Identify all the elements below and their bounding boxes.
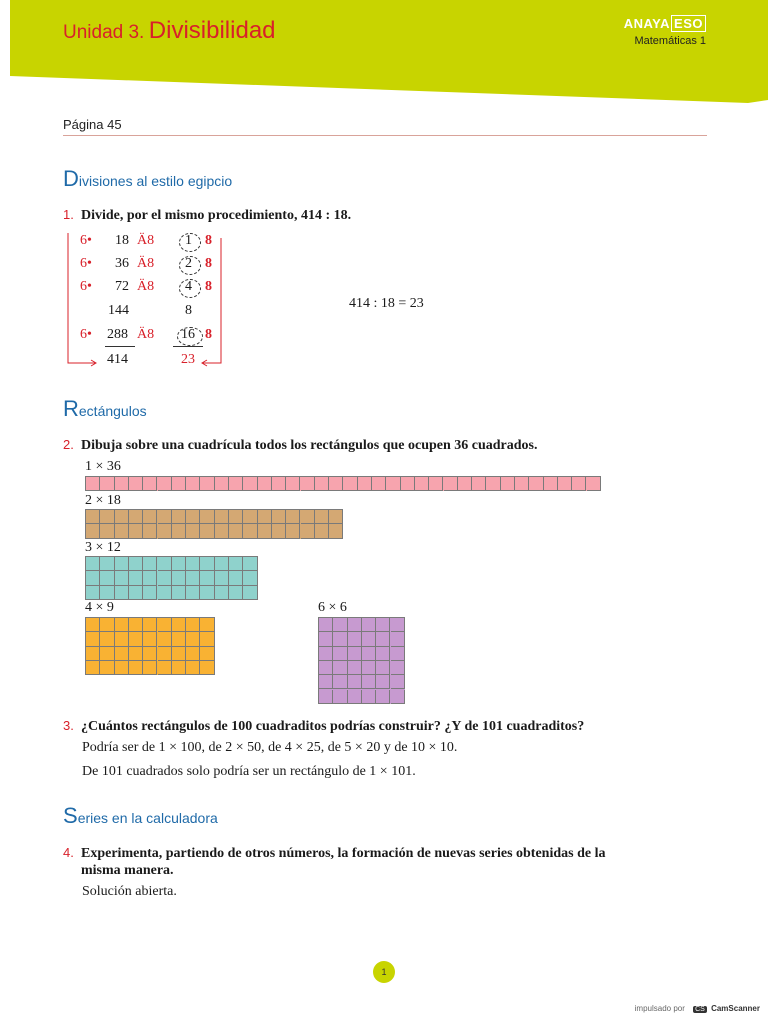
- grid-cell: [587, 477, 601, 491]
- row-left-value: 72: [115, 279, 129, 294]
- grid-cell: [501, 477, 515, 491]
- grid-cell: [115, 510, 129, 524]
- grid-cell: [333, 675, 347, 689]
- grid-cell: [362, 618, 376, 632]
- logo-anaya-text: ANAYA: [623, 16, 671, 31]
- grid-cell: [172, 510, 186, 524]
- question-text-line-1: Experimenta, partiendo de otros números, la formación de nuevas series obtenidas de la: [81, 846, 606, 861]
- grid-cell: [158, 661, 172, 675]
- grid-cell: [100, 618, 114, 632]
- grid-cell: [143, 571, 157, 585]
- grid-cell: [143, 477, 157, 491]
- grid-cell: [158, 586, 172, 600]
- book-subtitle: Matemáticas 1: [634, 35, 706, 47]
- row-tick: 8: [205, 233, 212, 248]
- publisher-brand: [624, 15, 706, 47]
- sum-underline: [173, 346, 203, 347]
- grid-cell: [376, 675, 390, 689]
- grid-cell: [86, 510, 100, 524]
- unit-title: [63, 17, 276, 45]
- grid-cell: [115, 571, 129, 585]
- grid-cell: [143, 632, 157, 646]
- question-text: ¿Cuántos rectángulos de 100 cuadraditos podrías construir? ¿Y de 101 cuadraditos?: [81, 719, 585, 734]
- grid-cell: [172, 632, 186, 646]
- grid-cell: [319, 675, 333, 689]
- grid-cell: [362, 632, 376, 646]
- grid-cell: [143, 647, 157, 661]
- grid-cell: [348, 618, 362, 632]
- grid-cell: [158, 571, 172, 585]
- section-rest: eries en la calculadora: [77, 810, 218, 826]
- grid-cell: [143, 557, 157, 571]
- grid-cell: [172, 571, 186, 585]
- grid-cell: [376, 690, 390, 704]
- grid-cell: [143, 510, 157, 524]
- grid-cell: [333, 632, 347, 646]
- question-number: 4.: [63, 845, 74, 860]
- row-tick: 8: [205, 279, 212, 294]
- grid-4x9: [85, 617, 215, 675]
- grid-cell: [115, 618, 129, 632]
- rect-label-3x12: 3 × 12: [85, 540, 121, 555]
- grid-cell: [115, 647, 129, 661]
- grid-cell: [376, 647, 390, 661]
- grid-cell: [229, 571, 243, 585]
- grid-cell: [172, 647, 186, 661]
- grid-cell: [415, 477, 429, 491]
- circled-mark: [179, 279, 201, 298]
- grid-cell: [401, 477, 415, 491]
- question-2: [63, 436, 703, 454]
- row-right-value: 2: [185, 256, 192, 271]
- grid-cell: [186, 477, 200, 491]
- grid-cell: [143, 524, 157, 538]
- grid-cell: [100, 510, 114, 524]
- grid-cell: [529, 477, 543, 491]
- grid-cell: [86, 586, 100, 600]
- grid-cell: [348, 661, 362, 675]
- grid-cell: [458, 477, 472, 491]
- section-cap: D: [63, 166, 79, 191]
- total-right: 23: [181, 352, 195, 367]
- grid-cell: [391, 618, 405, 632]
- answer-3-line-1: Podría ser de 1 × 100, de 2 × 50, de 4 × 25, de 5 × 20 y de 10 × 10.: [82, 740, 458, 755]
- grid-cell: [215, 571, 229, 585]
- grid-cell: [258, 524, 272, 538]
- grid-cell: [229, 557, 243, 571]
- grid-cell: [215, 586, 229, 600]
- row-tick: 8: [205, 256, 212, 271]
- grid-cell: [472, 477, 486, 491]
- grid-cell: [215, 524, 229, 538]
- grid-cell: [376, 632, 390, 646]
- row-right-value: 1: [185, 233, 192, 248]
- egyptian-division-table: [65, 230, 235, 370]
- grid-cell: [129, 618, 143, 632]
- grid-cell: [186, 618, 200, 632]
- grid-cell: [158, 477, 172, 491]
- grid-cell: [243, 477, 257, 491]
- grid-cell: [100, 647, 114, 661]
- grid-cell: [186, 586, 200, 600]
- grid-cell: [391, 632, 405, 646]
- answer-3-line-2: De 101 cuadrados solo podría ser un rectángulo de 1 × 101.: [82, 764, 416, 779]
- grid-cell: [319, 690, 333, 704]
- grid-cell: [286, 477, 300, 491]
- grid-cell: [319, 661, 333, 675]
- row-tick: 8: [205, 327, 212, 342]
- grid-cell: [286, 524, 300, 538]
- grid-cell: [386, 477, 400, 491]
- section-cap: R: [63, 396, 79, 421]
- unit-prefix: Unidad 3.: [63, 22, 145, 43]
- grid-cell: [391, 661, 405, 675]
- grid-cell: [172, 524, 186, 538]
- grid-cell: [186, 510, 200, 524]
- grid-cell: [86, 477, 100, 491]
- grid-cell: [129, 477, 143, 491]
- grid-cell: [215, 557, 229, 571]
- grid-cell: [333, 647, 347, 661]
- grid-cell: [186, 632, 200, 646]
- grid-cell: [129, 571, 143, 585]
- circled-mark: [179, 256, 201, 275]
- grid-cell: [200, 632, 214, 646]
- grid-cell: [129, 510, 143, 524]
- row-code: Ä8: [137, 327, 155, 342]
- grid-cell: [186, 647, 200, 661]
- grid-cell: [158, 524, 172, 538]
- camscanner-name: CamScanner: [711, 1004, 760, 1013]
- row-left-value: 18: [115, 233, 129, 248]
- grid-2x18: [85, 509, 343, 539]
- section-title-rectangulos: [63, 396, 147, 422]
- grid-cell: [200, 477, 214, 491]
- grid-cell: [215, 477, 229, 491]
- rect-label-2x18: 2 × 18: [85, 493, 121, 508]
- question-number: 3.: [63, 718, 74, 733]
- grid-cell: [515, 477, 529, 491]
- grid-cell: [200, 510, 214, 524]
- question-text: Divide, por el mismo procedimiento, 414 : 18.: [81, 208, 352, 223]
- grid-cell: [348, 690, 362, 704]
- grid-cell: [200, 647, 214, 661]
- logo-eso-text: ESO: [671, 15, 706, 32]
- row-mark: 6•: [80, 233, 92, 248]
- grid-cell: [158, 510, 172, 524]
- grid-cell: [315, 510, 329, 524]
- grid-cell: [343, 477, 357, 491]
- section-rest: ectángulos: [78, 403, 147, 419]
- row-code: Ä8: [137, 233, 155, 248]
- grid-cell: [100, 524, 114, 538]
- row-mark: 6•: [80, 256, 92, 271]
- grid-cell: [129, 557, 143, 571]
- grid-cell: [129, 524, 143, 538]
- grid-cell: [100, 477, 114, 491]
- grid-cell: [319, 647, 333, 661]
- grid-cell: [376, 618, 390, 632]
- question-4: [63, 844, 703, 879]
- question-3: [63, 717, 703, 735]
- grid-cell: [362, 647, 376, 661]
- grid-cell: [348, 632, 362, 646]
- grid-cell: [558, 477, 572, 491]
- grid-cell: [115, 477, 129, 491]
- row-left-value: 288: [107, 327, 128, 342]
- grid-cell: [229, 510, 243, 524]
- grid-cell: [429, 477, 443, 491]
- camscanner-footer: [635, 1004, 760, 1013]
- total-left: 414: [107, 352, 128, 367]
- rect-label-6x6: 6 × 6: [318, 600, 347, 615]
- grid-cell: [243, 586, 257, 600]
- grid-cell: [391, 690, 405, 704]
- grid-cell: [362, 690, 376, 704]
- question-1: [63, 206, 663, 224]
- grid-cell: [315, 524, 329, 538]
- grid-6x6: [318, 617, 405, 704]
- division-result: 414 : 18 = 23: [349, 296, 424, 311]
- question-number: 1.: [63, 207, 74, 222]
- grid-cell: [100, 661, 114, 675]
- grid-cell: [172, 618, 186, 632]
- grid-cell: [372, 477, 386, 491]
- grid-cell: [129, 661, 143, 675]
- row-right-value: 4: [185, 279, 192, 294]
- question-text: Dibuja sobre una cuadrícula todos los rectángulos que ocupen 36 cuadrados.: [81, 438, 538, 453]
- grid-cell: [333, 690, 347, 704]
- grid-cell: [200, 618, 214, 632]
- page-divider: [63, 135, 707, 136]
- grid-cell: [200, 586, 214, 600]
- sum-underline: [105, 346, 135, 347]
- grid-cell: [272, 510, 286, 524]
- grid-cell: [286, 510, 300, 524]
- grid-cell: [115, 661, 129, 675]
- grid-cell: [319, 632, 333, 646]
- grid-cell: [301, 524, 315, 538]
- grid-cell: [200, 661, 214, 675]
- grid-cell: [333, 618, 347, 632]
- grid-cell: [319, 618, 333, 632]
- grid-cell: [229, 586, 243, 600]
- row-mark: 6•: [80, 279, 92, 294]
- section-title-egipcio: [63, 166, 232, 192]
- grid-cell: [200, 524, 214, 538]
- grid-cell: [301, 510, 315, 524]
- grid-cell: [129, 647, 143, 661]
- grid-cell: [186, 661, 200, 675]
- grid-cell: [172, 557, 186, 571]
- camscanner-logo-icon: CS: [695, 1006, 705, 1013]
- grid-cell: [200, 557, 214, 571]
- row-right-value: 8: [185, 303, 192, 318]
- grid-cell: [143, 618, 157, 632]
- grid-cell: [172, 477, 186, 491]
- rect-label-4x9: 4 × 9: [85, 600, 114, 615]
- grid-cell: [100, 571, 114, 585]
- grid-cell: [544, 477, 558, 491]
- grid-cell: [444, 477, 458, 491]
- grid-cell: [129, 586, 143, 600]
- grid-cell: [86, 647, 100, 661]
- grid-cell: [100, 557, 114, 571]
- grid-cell: [333, 661, 347, 675]
- grid-cell: [258, 510, 272, 524]
- grid-cell: [86, 524, 100, 538]
- grid-cell: [301, 477, 315, 491]
- grid-cell: [329, 477, 343, 491]
- grid-cell: [200, 571, 214, 585]
- grid-cell: [100, 586, 114, 600]
- section-title-series: [63, 803, 218, 829]
- grid-cell: [86, 557, 100, 571]
- question-number: 2.: [63, 437, 74, 452]
- grid-3x12: [85, 556, 258, 600]
- grid-cell: [143, 586, 157, 600]
- grid-cell: [315, 477, 329, 491]
- powered-by-text: impulsado por: [634, 1004, 685, 1013]
- grid-cell: [86, 571, 100, 585]
- unit-name: Divisibilidad: [148, 17, 276, 44]
- grid-cell: [243, 510, 257, 524]
- page-number: 1: [373, 961, 395, 983]
- grid-cell: [158, 647, 172, 661]
- grid-cell: [186, 524, 200, 538]
- grid-cell: [272, 477, 286, 491]
- question-text-line-2: misma manera.: [81, 863, 174, 878]
- grid-cell: [229, 524, 243, 538]
- grid-cell: [215, 510, 229, 524]
- row-code: Ä8: [137, 256, 155, 271]
- grid-cell: [115, 632, 129, 646]
- grid-cell: [158, 557, 172, 571]
- grid-cell: [172, 661, 186, 675]
- grid-1x36: [85, 476, 601, 491]
- grid-cell: [572, 477, 586, 491]
- grid-cell: [358, 477, 372, 491]
- grid-cell: [391, 647, 405, 661]
- grid-cell: [243, 524, 257, 538]
- grid-cell: [115, 586, 129, 600]
- rect-label-1x36: 1 × 36: [85, 459, 121, 474]
- grid-cell: [86, 632, 100, 646]
- grid-cell: [243, 557, 257, 571]
- grid-cell: [362, 675, 376, 689]
- grid-cell: [362, 661, 376, 675]
- grid-cell: [115, 557, 129, 571]
- grid-cell: [186, 571, 200, 585]
- page-label: Página 45: [63, 117, 122, 132]
- grid-cell: [100, 632, 114, 646]
- grid-cell: [143, 661, 157, 675]
- row-right-value: 16: [181, 327, 195, 342]
- circled-mark: [179, 233, 201, 252]
- grid-cell: [172, 586, 186, 600]
- grid-cell: [348, 675, 362, 689]
- grid-cell: [329, 510, 343, 524]
- grid-cell: [243, 571, 257, 585]
- grid-cell: [115, 524, 129, 538]
- section-cap: S: [63, 803, 78, 828]
- anaya-eso-logo: [624, 16, 706, 31]
- grid-cell: [229, 477, 243, 491]
- grid-cell: [391, 675, 405, 689]
- row-code: Ä8: [137, 279, 155, 294]
- row-left-value: 36: [115, 256, 129, 271]
- grid-cell: [348, 647, 362, 661]
- circled-mark: [177, 327, 203, 346]
- grid-cell: [86, 618, 100, 632]
- grid-cell: [186, 557, 200, 571]
- grid-cell: [258, 477, 272, 491]
- grid-cell: [486, 477, 500, 491]
- grid-cell: [272, 524, 286, 538]
- row-mark: 6•: [80, 327, 92, 342]
- grid-cell: [158, 632, 172, 646]
- answer-4: Solución abierta.: [82, 884, 177, 899]
- section-rest: ivisiones al estilo egipcio: [78, 173, 233, 189]
- grid-cell: [376, 661, 390, 675]
- division-brackets: [65, 230, 235, 370]
- grid-cell: [86, 661, 100, 675]
- grid-cell: [329, 524, 343, 538]
- row-left-value: 144: [108, 303, 129, 318]
- grid-cell: [158, 618, 172, 632]
- grid-cell: [129, 632, 143, 646]
